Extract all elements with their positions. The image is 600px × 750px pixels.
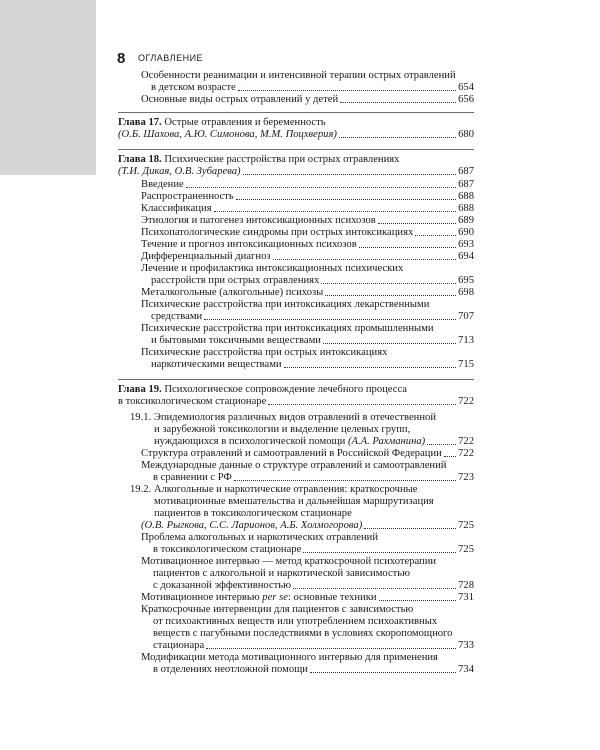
chapter-19: Глава 19. Психологическое сопровождение лечебного процесса в токсикологическом стационаре 722 19.1. Эпидемиология различных видов отравлений в отечественной и зарубежной токсикологии и выделение целевых групп, нуждающихся в психологической помощи (А.А. Рахманина) 722 Структура отравлений и самоотравлений в Российской Федерации 722 Международные данные о структуре отравлений и самоотравлений в сравнении с РФ 723 19.2. Алкогольные и наркотические отравления: краткосрочные мотивационные вмешательства и дальнейшая маршрутизация пациентов в токсикологическом стационаре (О.В. Рыгкова, С.С. Ларионов, А.Б. Холмогорова) 725 Проблема алкогольных и наркотических отравлений в токсикологическом стационаре 725 Мотивационное интервью — метод краткосрочной психотерапии пациентов с алкогольной и наркотической зависимостью с доказанной эффективностью 728 Мотивационное интервью per se: основные техники 731 Краткосрочные интервенции для пациентов с зависимостью от психоактивных веществ или употреблением психоактивных веществ с пагубными последствиями в условиях скоропомощного стационара 733 Модификации метода мотивационного интервью для применения в отделениях неотложной помощи 734: [118, 379, 474, 680]
toc-entry-cont: наркотическими веществами 715: [151, 359, 474, 370]
toc-entry: Основные виды острых отравлений у детей 656: [141, 94, 474, 105]
chapter-18: [118, 149, 474, 379]
toc-entry-cont: и бытовыми токсичными веществами 713: [151, 335, 474, 346]
toc-entry: Психические расстройства при острых интоксикациях: [141, 347, 388, 358]
toc-entry: Модификации метода мотивационного интервью для применения: [141, 652, 438, 663]
chapter-title-cont: в токсикологическом стационаре 722: [118, 396, 474, 407]
toc-entry-cont: расстройств при острых отравлениях 695: [151, 275, 474, 286]
section-authors: нуждающихся в психологической помощи (А.А. Рахманина) 722: [154, 436, 474, 447]
toc-entry-cont: в токсикологическом стационаре 725: [153, 544, 474, 555]
chapter-title: Глава 19. Психологическое сопровождение лечебного процесса: [118, 384, 408, 395]
page-ref: 656: [458, 94, 474, 105]
toc-entry-cont: в детском возрасте 654: [151, 82, 474, 93]
toc-entry: Структура отравлений и самоотравлений в Российской Федерации 722: [141, 448, 474, 459]
chapter-authors: (Т.И. Дикая, О.В. Зубарева) 687: [118, 166, 474, 177]
side-tab-marker: [0, 0, 96, 175]
toc-entry: Психические расстройства при интоксикациях лекарственными: [141, 299, 430, 310]
toc-entry: Психические расстройства при интоксикациях промышленными: [141, 323, 434, 334]
section-19-2: 19.2. Алкогольные и наркотические отравления: краткосрочные: [130, 484, 418, 495]
toc-entry: Дифференциальный диагноз 694: [141, 251, 474, 262]
toc-entry: Психопатологические синдромы при острых интоксикациях 690: [141, 227, 474, 238]
chapter-title: Глава 18. Психические расстройства при острых отравлениях: [118, 154, 400, 165]
toc-entry: Введение 687: [141, 179, 474, 190]
toc-entry-cont: в сравнении с РФ 723: [153, 472, 474, 483]
toc-entry: Распространенность 688: [141, 191, 474, 202]
page-ref: 654: [458, 82, 474, 93]
page-number: 8: [117, 50, 126, 67]
toc-entry: Международные данные о структуре отравлений и самоотравлений: [141, 460, 447, 471]
toc-entry: Проблема алкогольных и наркотических отравлений: [141, 532, 378, 543]
page-ref: 680: [458, 129, 474, 140]
table-of-contents: [118, 70, 474, 680]
page-ref: 687: [458, 166, 474, 177]
toc-entry: Мотивационное интервью per se: основные техники 731: [141, 592, 474, 603]
running-head: ОГЛАВЛЕНИЕ: [138, 53, 204, 63]
toc-entry-cont: стационара 733: [153, 640, 474, 651]
toc-entry: Течение и прогноз интоксикационных психозов 693: [141, 239, 474, 250]
section-authors: (О.В. Рыгкова, С.С. Ларионов, А.Б. Холмогорова) 725: [141, 520, 474, 531]
toc-entry: Мотивационное интервью — метод краткосрочной психотерапии: [141, 556, 437, 567]
toc-entry: Краткосрочные интервенции для пациентов с зависимостью: [141, 604, 414, 615]
toc-entry-cont: в отделениях неотложной помощи 734: [153, 664, 474, 675]
chapter-authors: (О.Б. Шахова, А.Ю. Симонова, М.М. Поцхверия) 680: [118, 129, 474, 140]
toc-entry-cont: с доказанной эффективностью 728: [153, 580, 474, 591]
toc-entry: Классификация 688: [141, 203, 474, 214]
chapter-17: [118, 112, 474, 149]
chapter-16-continued: [118, 70, 474, 112]
toc-entry: Особенности реанимации и интенсивной терапии острых отравлений: [141, 70, 456, 81]
toc-entry-cont: средствами 707: [151, 311, 474, 322]
toc-entry: Лечение и профилактика интоксикационных психических: [141, 263, 404, 274]
section-19-1: 19.1. Эпидемиология различных видов отравлений в отечественной: [130, 412, 436, 423]
toc-entry: Металкогольные (алкогольные) психозы 698: [141, 287, 474, 298]
toc-entry: Этиология и патогенез интоксикационных психозов 689: [141, 215, 474, 226]
chapter-title: Глава 17. Острые отравления и беременность: [118, 117, 326, 128]
